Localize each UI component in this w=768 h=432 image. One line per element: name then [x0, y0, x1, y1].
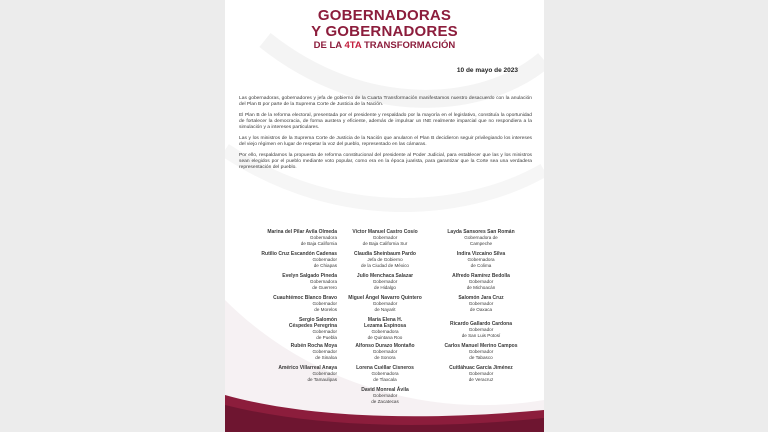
signatory — [337, 343, 433, 360]
signatories — [239, 229, 532, 414]
signatory-name: Rutilio Cruz Escandón Cadenas — [261, 251, 337, 257]
signatory-title: de Tlaxcala — [373, 376, 397, 382]
signatory-name: Marina del Pilar Avila Olmeda — [267, 229, 337, 235]
signatory-title: de Baja California Sur — [362, 240, 408, 246]
header-accent: 4TA — [344, 40, 362, 51]
paragraph: Las gobernadoras, gobernadores y jefa de gobierno de la Cuarta Transformación manifestamos nuestro desacuerdo con la anulación del Plan B por parte de la Suprema Corte de Justicia de la Nación. — [239, 96, 532, 107]
signatory-title: de Oaxaca — [469, 306, 493, 312]
signatory-title: Gobernadora — [371, 371, 399, 376]
signatory-name: Sergio Salomón — [298, 317, 337, 323]
signatory-title: de Hidalgo — [374, 284, 396, 290]
signatory-title: de Michoacán — [466, 284, 496, 290]
signatory-name: Alfredo Ramírez Bedolla — [452, 273, 510, 279]
signatory — [337, 295, 433, 312]
signatory-name: Américo Villarreal Anaya — [278, 365, 337, 371]
header-line-3: DE LA 4TA TRANSFORMACIÓN — [313, 40, 456, 51]
signatory-title: de Morelos — [314, 306, 337, 312]
signatory-name: Ricardo Gallardo Cardona — [450, 321, 512, 327]
signatory-title: de Tamaulipas — [307, 376, 337, 382]
signatory-name: Carlos Manuel Merino Campos — [444, 343, 518, 349]
signatory — [433, 273, 529, 290]
signatory-title: de Chiapas — [313, 262, 337, 268]
signatory-title: Gobernador — [312, 301, 337, 306]
signatory-title: Gobernador — [372, 349, 398, 354]
signatory-title: Gobernador — [468, 349, 494, 354]
signatory-title: de Sinaloa — [315, 354, 337, 360]
signatory-name: Cuauhtémoc Blanco Bravo — [273, 295, 337, 301]
paragraph: Las y los ministros de la Suprema Corte de Justicia de la Nación que anularon el Plan B decidieron seguir privilegiando los intereses del viejo régimen en lugar de respetar la voz del pueblo, representado en las cámaras. — [239, 136, 532, 147]
signatory-title: Gobernadora — [467, 257, 495, 262]
signatory — [241, 343, 337, 360]
signatory-title: Jefa de Gobierno — [367, 257, 403, 262]
signatory-name: Indira Vizcaíno Silva — [456, 251, 506, 257]
signatory-title: Campeche — [469, 240, 493, 246]
signatory-title: Gobernador — [312, 371, 337, 376]
signatory — [241, 295, 337, 312]
signatory-name: Claudia Sheinbaum Pardo — [354, 251, 416, 257]
signatory — [241, 229, 337, 246]
signatory — [337, 365, 433, 382]
signatory-name: Lorena Cuéllar Cisneros — [356, 365, 414, 371]
signatory-title: de Nayarit — [374, 306, 396, 312]
signatory-title: Gobernador — [468, 279, 494, 284]
document-date: 10 de mayo de 2023 — [456, 67, 518, 74]
signatory-name: Cuitláhuac García Jiménez — [449, 365, 513, 371]
signatory-title: Gobernadora — [371, 329, 399, 334]
header-line-2: Y GOBERNADORES — [311, 23, 458, 40]
signatory-title: Gobernador — [312, 349, 337, 354]
signatory-name: Layda Sansores San Román — [447, 229, 515, 235]
signatory-name: Julio Menchaca Salazar — [356, 273, 414, 279]
signatory-title: Gobernador — [372, 301, 398, 306]
paragraph: El Plan B de la reforma electoral, presentada por el presidente y respaldado por la mayoría en el legislativo, constituía la oportunidad de fortalecer la democracia, de forma austera y eficiente, además de impulsar un INE realmente imparcial que no respondiera a la simulación y a intereses particulares. — [239, 113, 532, 130]
signatory-name: Evelyn Salgado Pineda — [282, 273, 337, 279]
header-line-1: GOBERNADORAS — [317, 7, 452, 24]
signatory-title: de Veracruz — [468, 376, 494, 382]
signatory-title: Gobernador — [468, 327, 494, 332]
signatory-title: de Zacatecas — [371, 398, 399, 404]
signatory-title: Gobernadora — [309, 235, 337, 240]
signatory-title: de Colima — [470, 262, 492, 268]
signatory-name: Salomón Jara Cruz — [458, 295, 504, 301]
signatory — [337, 251, 433, 268]
signatory-title: Gobernador — [468, 301, 494, 306]
signatory — [337, 317, 433, 340]
signatory — [337, 273, 433, 290]
document-body — [239, 96, 532, 176]
signatory-title: de Quintana Roo — [367, 334, 403, 340]
signatory-title: Gobernador — [468, 371, 494, 376]
signatory-title: de Baja California — [300, 240, 337, 246]
signatory — [433, 321, 529, 338]
signatory-title: Gobernadora — [309, 279, 337, 284]
signatory-title: de Guerrero — [312, 284, 337, 290]
signatory-title: de Tabasco — [469, 354, 493, 360]
signatory-name: Víctor Manuel Castro Cosío — [352, 229, 418, 235]
document-page — [225, 0, 544, 432]
document-header — [225, 8, 544, 51]
signatory-title: de San Luis Potosí — [461, 332, 501, 338]
signatory — [433, 343, 529, 360]
signatory-name: María Elena H. — [367, 317, 403, 323]
signatory-name-line-2: Céspedes Peregrina — [288, 323, 337, 329]
signatory — [241, 365, 337, 382]
signatory-name-line-2: Lezama Espinosa — [364, 323, 406, 329]
signatory-name: Rubén Rocha Moya — [290, 343, 337, 349]
signatory-title: Gobernador — [312, 257, 337, 262]
signatory — [337, 229, 433, 246]
signatory-title: Gobernador — [312, 329, 337, 334]
signatory-title: de la Ciudad de México — [360, 262, 409, 268]
signatory-name: David Monreal Ávila — [361, 387, 409, 393]
signatory — [433, 365, 529, 382]
signatory-title: de Sonora — [374, 354, 396, 360]
signatory-name: Miguel Ángel Navarro Quintero — [348, 295, 422, 301]
signatory — [433, 295, 529, 312]
signatory — [337, 387, 433, 404]
signatory-name: Alfonso Durazo Montaño — [355, 343, 415, 349]
signatory-title: Gobernador — [372, 235, 398, 240]
paragraph: Por ello, respaldamos la propuesta de reforma constitucional del presidente al Poder Judicial, para establecer que las y los ministros sean elegidos por el pueblo mediante voto popular, como era en la época juarista, para garantizar que la Corte sea una verdadera representación del pueblo. — [239, 153, 532, 170]
signatory — [241, 273, 337, 290]
signatory — [433, 251, 529, 268]
signatory — [241, 251, 337, 268]
signatory — [433, 229, 529, 246]
signatory-title: de Puebla — [316, 334, 337, 340]
signatory-title: Gobernador — [372, 279, 398, 284]
signatory-title: Gobernadora de — [464, 235, 498, 240]
signatory — [241, 317, 337, 340]
signatory-title: Gobernador — [372, 393, 398, 398]
